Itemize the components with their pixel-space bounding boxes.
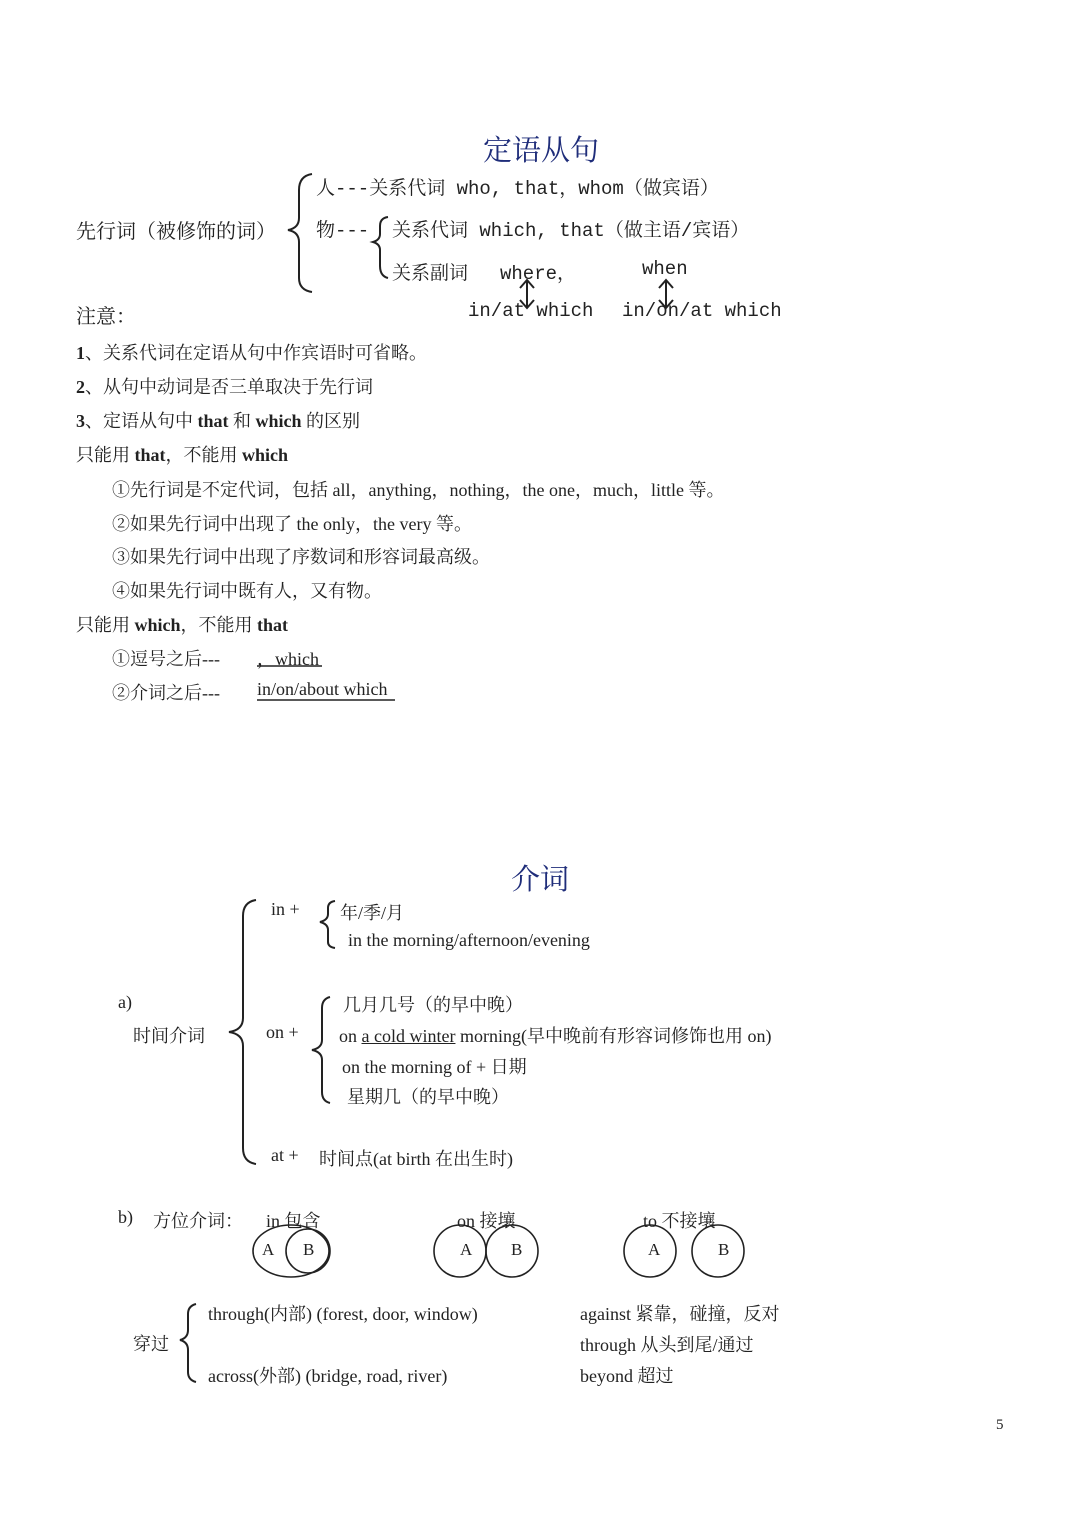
in-plus-label: in + (271, 899, 300, 919)
where-equivalent: in/at which (468, 300, 594, 322)
circle-in-b-label: B (303, 1240, 315, 1259)
on-weekday: 星期几（的早中晚） (347, 1087, 509, 1107)
relative-adverb-label: 关系副词 (392, 263, 469, 285)
against-meaning: against 紧靠，碰撞，反对 (580, 1304, 780, 1324)
at-time-point: 时间点(at birth 在出生时) (319, 1149, 513, 1169)
in-contain-label: in 包含 (266, 1211, 321, 1231)
page-number: 5 (996, 1417, 1004, 1433)
on-morning-of: on the morning of + 日期 (342, 1057, 527, 1077)
when-equivalent: in/on/at which (622, 300, 782, 322)
brace-thing (373, 217, 388, 278)
brace-cross (180, 1304, 196, 1382)
when-label: when (642, 258, 688, 280)
brace-antecedent (288, 174, 312, 292)
that-item-1: ①先行词是不定代词，包括 all，anything，nothing，the one，much，little 等。 (112, 480, 725, 500)
only-which-heading: 只能用 which，不能用 that (76, 615, 289, 635)
thing-label: 物--- (316, 220, 370, 242)
only-that-heading: 只能用 that，不能用 which (76, 445, 289, 465)
in-morning-afternoon: in the morning/afternoon/evening (348, 930, 590, 950)
brace-time (229, 900, 256, 1164)
to-not-adjacent-label: to 不接壤 (643, 1211, 716, 1231)
brace-in (320, 901, 335, 948)
which-item-2-example: in/on/about which (257, 679, 388, 699)
on-adjacent-label: on 接壤 (457, 1211, 516, 1231)
position-prep-label: 方位介词： (153, 1211, 243, 1231)
b-label: b) (118, 1207, 133, 1227)
a-label: a) (118, 992, 132, 1012)
section-title-attributive-clause: 定语从句 (483, 133, 600, 167)
where-label: where， (500, 263, 577, 285)
at-plus-label: at + (271, 1145, 299, 1165)
across-outside: across(外部) (bridge, road, river) (208, 1366, 448, 1386)
that-item-3: ③如果先行词中出现了序数词和形容词最高级。 (112, 547, 490, 567)
which-item-1-example: ，which (257, 649, 319, 669)
person-line: 人---关系代词 who, that，whom（做宾语） (316, 178, 719, 200)
section-title-prepositions: 介词 (511, 862, 570, 896)
on-plus-label: on + (266, 1022, 299, 1042)
in-year-season-month: 年/季/月 (340, 903, 405, 923)
on-cold-winter: on a cold winter morning(早中晚前有形容词修饰也用 on) (339, 1026, 772, 1046)
relative-pronoun-line: 关系代词 which, that（做主语/宾语） (392, 220, 750, 242)
on-date: 几月几号（的早中晚） (343, 995, 523, 1015)
rule-1: 1、关系代词在定语从句中作宾语时可省略。 (76, 343, 427, 363)
through-inside: through(内部) (forest, door, window) (208, 1304, 478, 1324)
that-item-4: ④如果先行词中既有人，又有物。 (112, 581, 382, 601)
circle-on-b-label: B (511, 1240, 523, 1259)
circle-to-a-label: A (648, 1240, 661, 1259)
rule-2: 2、从句中动词是否三单取决于先行词 (76, 377, 373, 397)
circle-in-a-label: A (262, 1240, 275, 1259)
that-item-2: ②如果先行词中出现了 the only，the very 等。 (112, 514, 472, 534)
brace-on (312, 997, 330, 1103)
antecedent-label: 先行词（被修饰的词） (76, 219, 276, 243)
time-prep-label: 时间介词 (133, 1026, 205, 1046)
rule-3: 3、定语从句中 that 和 which 的区别 (76, 411, 361, 431)
which-item-1-label: ①逗号之后--- (112, 649, 220, 669)
cross-label: 穿过 (133, 1334, 169, 1354)
which-item-2-label: ②介词之后--- (112, 683, 220, 703)
circle-to-b-label: B (718, 1240, 730, 1259)
circle-on-a-label: A (460, 1240, 473, 1259)
beyond-meaning: beyond 超过 (580, 1366, 674, 1386)
through-meaning: through 从头到尾/通过 (580, 1335, 754, 1355)
note-label: 注意： (76, 304, 136, 328)
